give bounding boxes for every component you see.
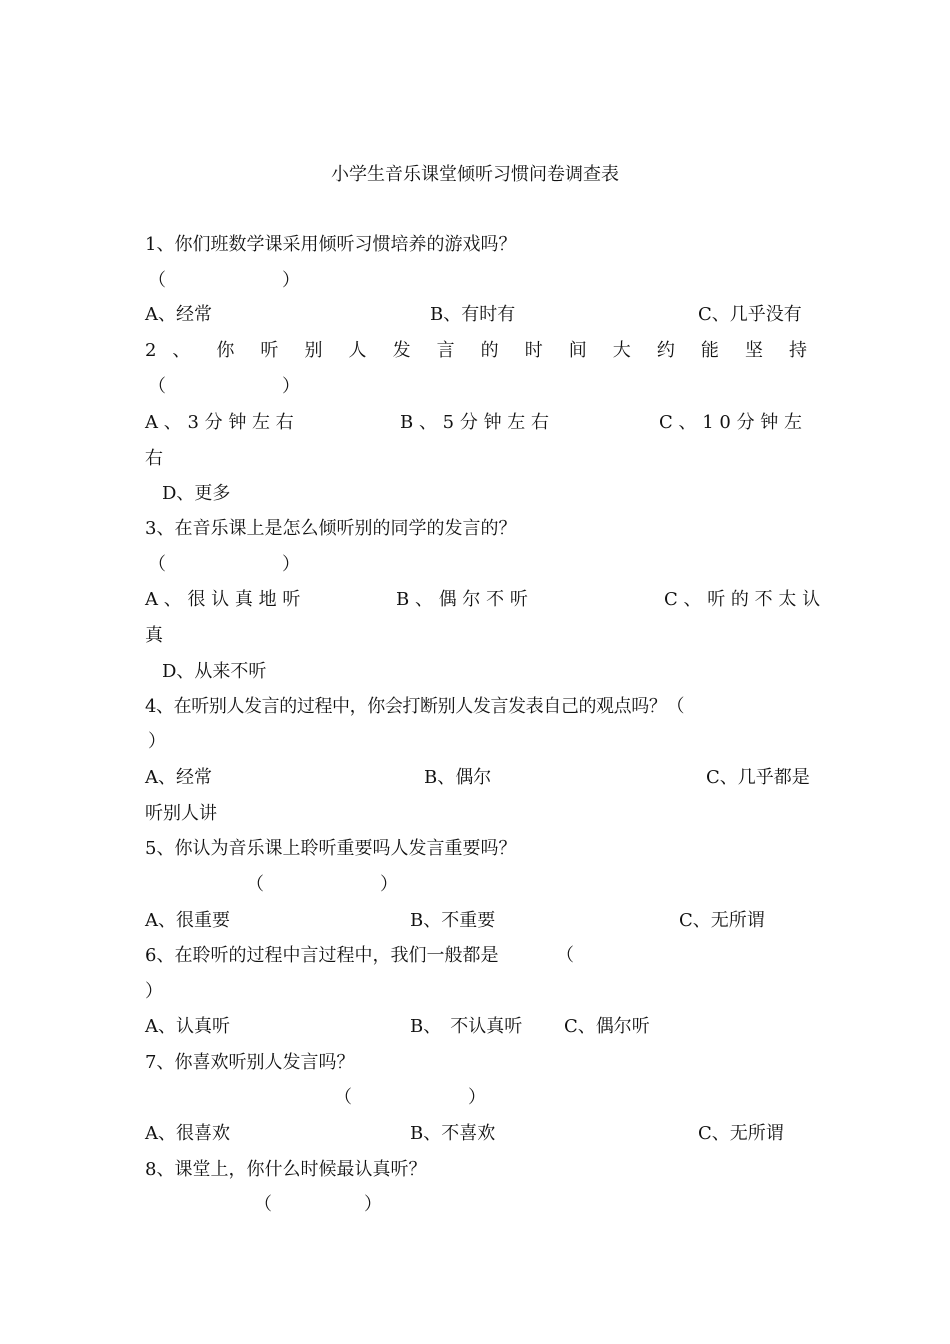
question-3-paren-open: （ — [148, 554, 166, 575]
question-2-option-b: B 、 5 分 钟 左 右 — [400, 412, 550, 433]
question-3-option-d: D、从来不听 — [162, 661, 267, 682]
question-3-option-c: C 、 听 的 不 太 认 — [664, 589, 821, 610]
question-6-option-b: B、 不认真听 — [410, 1016, 523, 1037]
question-2-text: 2 、 你 听 别 人 发 言 的 时 间 大 约 能 坚 持 — [145, 340, 807, 361]
question-1-text: 1、你们班数学课采用倾听习惯培养的游戏吗？ — [145, 234, 517, 255]
question-4-text: 4、在听别人发言的过程中，你会打断别人发言发表自己的观点吗？（ — [145, 696, 685, 717]
question-6-option-a: A、认真听 — [145, 1016, 230, 1037]
question-2-option-c: C 、 1 0 分 钟 左 — [659, 412, 803, 433]
question-3-option-c-cont: 真 — [145, 625, 163, 646]
question-5-option-c: C、无所谓 — [679, 910, 765, 931]
question-6-paren-close: ） — [145, 981, 163, 1002]
question-1-option-a: A、经常 — [145, 304, 212, 325]
question-2-option-d: D、更多 — [162, 483, 231, 504]
question-2-paren-open: （ — [148, 376, 166, 397]
question-7-paren-close: ） — [468, 1087, 486, 1108]
question-1-paren-close: ） — [282, 270, 300, 291]
question-1-option-b: B、有时有 — [430, 304, 516, 325]
question-5-text: 5、你认为音乐课上聆听重要吗人发言重要吗？ — [145, 838, 517, 859]
question-4-option-c: C、几乎都是 — [706, 767, 810, 788]
question-1-option-c: C、几乎没有 — [698, 304, 802, 325]
question-8-paren-open: （ — [254, 1194, 272, 1215]
question-4-option-a: A、经常 — [145, 767, 212, 788]
question-1-paren-open: （ — [148, 270, 166, 291]
question-3-text: 3、在音乐课上是怎么倾听别的同学的发言的？ — [145, 518, 517, 539]
question-7-option-c: C、无所谓 — [698, 1123, 784, 1144]
question-3-option-b: B 、 偶 尔 不 听 — [396, 589, 528, 610]
question-2-option-a: A 、 3 分 钟 左 右 — [145, 412, 294, 433]
question-8-paren-close: ） — [364, 1194, 382, 1215]
question-6-option-c: C、偶尔听 — [564, 1016, 650, 1037]
question-7-option-a: A、很喜欢 — [145, 1123, 230, 1144]
question-3-paren-close: ） — [282, 554, 300, 575]
question-5-option-b: B、不重要 — [410, 910, 496, 931]
question-2-option-c-cont: 右 — [145, 448, 163, 469]
question-6-paren-open: （ — [556, 945, 574, 966]
question-4-option-b: B、偶尔 — [424, 767, 492, 788]
question-5-paren-open: （ — [246, 874, 264, 895]
question-4-option-c-cont: 听别人讲 — [145, 803, 217, 824]
question-7-option-b: B、不喜欢 — [410, 1123, 496, 1144]
question-4-paren-close: ） — [148, 731, 166, 752]
page-title: 小学生音乐课堂倾听习惯问卷调查表 — [331, 164, 619, 185]
question-2-paren-close: ） — [282, 376, 300, 397]
question-6-text: 6、在聆听的过程中言过程中，我们一般都是 — [145, 945, 499, 966]
question-5-option-a: A、很重要 — [145, 910, 230, 931]
question-8-text: 8、课堂上，你什么时候最认真听？ — [145, 1159, 427, 1180]
question-5-paren-close: ） — [380, 874, 398, 895]
question-7-text: 7、你喜欢听别人发言吗？ — [145, 1052, 355, 1073]
question-7-paren-open: （ — [334, 1087, 352, 1108]
question-3-option-a: A 、 很 认 真 地 听 — [145, 589, 301, 610]
